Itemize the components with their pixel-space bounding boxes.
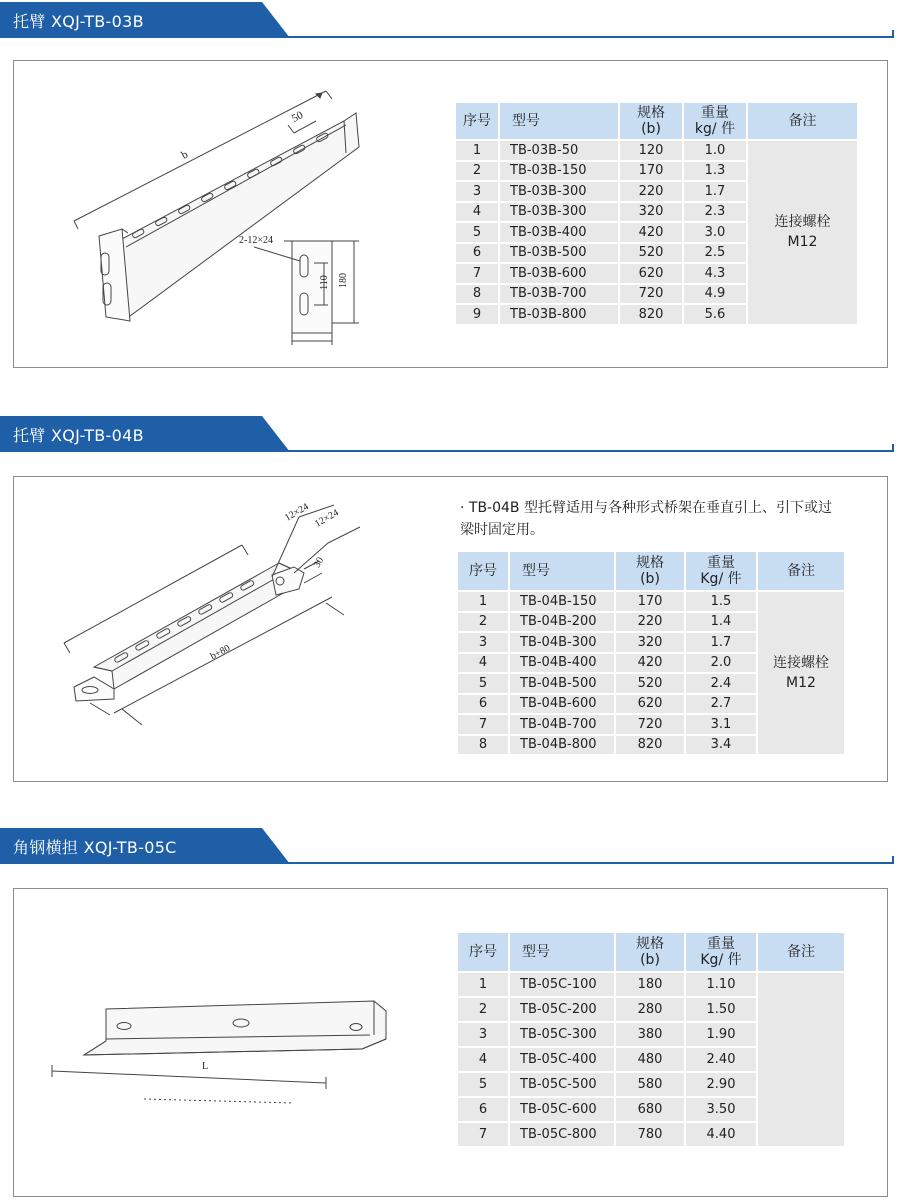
cell-model: TB-05C-600 — [510, 1098, 614, 1121]
cell-spec: 820 — [616, 736, 684, 755]
cell-weight: 2.5 — [684, 244, 746, 263]
cell-spec: 580 — [616, 1073, 684, 1096]
cell-weight: 3.0 — [684, 223, 746, 242]
cell-index: 4 — [458, 654, 508, 673]
cell-model: TB-03B-300 — [500, 203, 618, 222]
cell-weight: 1.3 — [684, 162, 746, 181]
cell-model: TB-05C-500 — [510, 1073, 614, 1096]
spec-table-tb05c — [456, 931, 846, 1148]
col-header-index: 序号 — [458, 933, 508, 971]
col-header-spec: 规格 (b) — [620, 103, 682, 139]
cell-model: TB-05C-400 — [510, 1048, 614, 1071]
cell-model: TB-04B-800 — [510, 736, 614, 755]
section-header-tb03b — [0, 0, 900, 38]
cell-spec: 320 — [616, 633, 684, 652]
cell-weight: 4.3 — [684, 264, 746, 283]
cell-note — [758, 973, 844, 1146]
col-header-index: 序号 — [456, 103, 498, 139]
cell-weight: 3.50 — [686, 1098, 756, 1121]
cell-model: TB-03B-50 — [500, 141, 618, 160]
cell-index: 6 — [458, 695, 508, 714]
cell-spec: 220 — [616, 613, 684, 632]
cell-index: 2 — [458, 998, 508, 1021]
cell-index: 9 — [456, 305, 498, 324]
cell-weight: 2.90 — [686, 1073, 756, 1096]
cell-weight: 4.40 — [686, 1123, 756, 1146]
cell-weight: 1.7 — [686, 633, 756, 652]
cell-model: TB-04B-400 — [510, 654, 614, 673]
cell-weight: 1.4 — [686, 613, 756, 632]
dim-label-b80: b+80 — [208, 642, 233, 663]
cell-weight: 2.7 — [686, 695, 756, 714]
cell-index: 2 — [456, 162, 498, 181]
cell-weight: 2.4 — [686, 674, 756, 693]
cell-index: 2 — [458, 613, 508, 632]
section-panel-tb05c — [13, 888, 888, 1197]
cell-model: TB-05C-200 — [510, 998, 614, 1021]
cell-index: 6 — [456, 244, 498, 263]
tb03b-drawing — [14, 61, 434, 367]
cell-weight: 2.40 — [686, 1048, 756, 1071]
header-rule-tick — [892, 30, 894, 38]
col-header-model: 型号 — [510, 552, 614, 590]
cell-weight: 3.4 — [686, 736, 756, 755]
cell-spec: 320 — [620, 203, 682, 222]
header-rule — [285, 36, 894, 38]
cell-index: 8 — [456, 285, 498, 304]
cell-weight: 1.50 — [686, 998, 756, 1021]
cell-model: TB-03B-400 — [500, 223, 618, 242]
cell-model: TB-05C-100 — [510, 973, 614, 996]
cell-spec: 280 — [616, 998, 684, 1021]
cell-model: TB-03B-800 — [500, 305, 618, 324]
cell-spec: 420 — [620, 223, 682, 242]
cell-model: TB-03B-500 — [500, 244, 618, 263]
cell-spec: 420 — [616, 654, 684, 673]
cell-index: 1 — [458, 592, 508, 611]
cell-model: TB-03B-150 — [500, 162, 618, 181]
section-title: 托臂 XQJ-TB-03B — [13, 12, 144, 31]
cell-spec: 170 — [620, 162, 682, 181]
dim-label-30: 30 — [311, 555, 327, 570]
dim-label-110: 110 — [318, 275, 330, 290]
cell-model: TB-03B-700 — [500, 285, 618, 304]
cell-model: TB-04B-300 — [510, 633, 614, 652]
cell-spec: 180 — [616, 973, 684, 996]
cell-index: 4 — [456, 203, 498, 222]
cell-index: 7 — [458, 1123, 508, 1146]
cell-index: 1 — [458, 973, 508, 996]
tb05c-drawing — [14, 889, 434, 1195]
header-rule — [285, 450, 894, 452]
cell-weight: 3.1 — [686, 715, 756, 734]
cell-weight: 1.10 — [686, 973, 756, 996]
cell-spec: 720 — [616, 715, 684, 734]
cell-model: TB-04B-600 — [510, 695, 614, 714]
section-header-tb04b — [0, 414, 900, 452]
cell-spec: 680 — [616, 1098, 684, 1121]
col-header-weight: 重量 kg/ 件 — [684, 103, 746, 139]
section-panel-tb04b — [13, 476, 888, 782]
dim-label-50: 50 — [289, 109, 306, 125]
col-header-weight: 重量 Kg/ 件 — [686, 552, 756, 590]
cell-index: 6 — [458, 1098, 508, 1121]
cell-index: 3 — [456, 182, 498, 201]
cell-index: 5 — [458, 1073, 508, 1096]
cell-spec: 520 — [616, 674, 684, 693]
dim-label-slot-2: 12×24 — [312, 507, 341, 530]
cell-weight: 1.5 — [686, 592, 756, 611]
cell-index: 7 — [456, 264, 498, 283]
col-header-spec: 规格 (b) — [616, 933, 684, 971]
cell-spec: 620 — [620, 264, 682, 283]
cell-spec: 480 — [616, 1048, 684, 1071]
header-rule-tick — [892, 444, 894, 452]
cell-spec: 720 — [620, 285, 682, 304]
table-row — [458, 973, 844, 996]
dim-label-slot-1: 12×24 — [282, 501, 311, 524]
cell-index: 7 — [458, 715, 508, 734]
col-header-spec: 规格 (b) — [616, 552, 684, 590]
cell-note: 连接螺栓 M12 — [758, 592, 844, 754]
section-description: · TB-04B 型托臂适用与各种形式桥架在垂直引上、引下或过 梁时固定用。 — [460, 500, 832, 538]
col-header-model: 型号 — [500, 103, 618, 139]
cell-index: 5 — [458, 674, 508, 693]
cell-model: TB-05C-800 — [510, 1123, 614, 1146]
dim-label-L: L — [202, 1061, 209, 1072]
cell-spec: 380 — [616, 1023, 684, 1046]
section-header-tb05c — [0, 826, 900, 864]
cell-model: TB-04B-200 — [510, 613, 614, 632]
section-title: 角钢横担 XQJ-TB-05C — [13, 838, 177, 857]
tb04b-drawing — [14, 477, 434, 781]
cell-index: 3 — [458, 1023, 508, 1046]
section-panel-tb03b — [13, 60, 888, 368]
table-row — [456, 141, 857, 160]
cell-spec: 780 — [616, 1123, 684, 1146]
header-rule-tick — [892, 856, 894, 864]
cell-weight: 1.90 — [686, 1023, 756, 1046]
col-header-index: 序号 — [458, 552, 508, 590]
spec-table-tb03b — [454, 101, 859, 326]
cell-weight: 2.0 — [686, 654, 756, 673]
cell-note: 连接螺栓 M12 — [748, 141, 857, 324]
col-header-model: 型号 — [510, 933, 614, 971]
cell-model: TB-04B-500 — [510, 674, 614, 693]
cell-spec: 120 — [620, 141, 682, 160]
cell-index: 1 — [456, 141, 498, 160]
section-title: 托臂 XQJ-TB-04B — [13, 426, 144, 445]
cell-weight: 2.3 — [684, 203, 746, 222]
col-header-weight: 重量 Kg/ 件 — [686, 933, 756, 971]
cell-spec: 620 — [616, 695, 684, 714]
cell-model: TB-03B-300 — [500, 182, 618, 201]
cell-spec: 220 — [620, 182, 682, 201]
cell-spec: 520 — [620, 244, 682, 263]
cell-index: 3 — [458, 633, 508, 652]
cell-weight: 1.7 — [684, 182, 746, 201]
dim-label-b: b — [179, 148, 190, 162]
col-header-note: 备注 — [758, 933, 844, 971]
dim-label-180: 180 — [338, 273, 349, 288]
cell-index: 5 — [456, 223, 498, 242]
cell-weight: 4.9 — [684, 285, 746, 304]
spec-table-tb04b — [456, 550, 846, 756]
cell-model: TB-04B-700 — [510, 715, 614, 734]
cell-weight: 5.6 — [684, 305, 746, 324]
cell-model: TB-04B-150 — [510, 592, 614, 611]
cell-model: TB-05C-300 — [510, 1023, 614, 1046]
cell-weight: 1.0 — [684, 141, 746, 160]
header-rule — [285, 862, 894, 864]
cell-spec: 170 — [616, 592, 684, 611]
col-header-note: 备注 — [758, 552, 844, 590]
dim-label-slot: 2-12×24 — [239, 235, 273, 246]
cell-model: TB-03B-600 — [500, 264, 618, 283]
cell-spec: 820 — [620, 305, 682, 324]
table-row — [458, 592, 844, 611]
col-header-note: 备注 — [748, 103, 857, 139]
cell-index: 4 — [458, 1048, 508, 1071]
cell-index: 8 — [458, 736, 508, 755]
